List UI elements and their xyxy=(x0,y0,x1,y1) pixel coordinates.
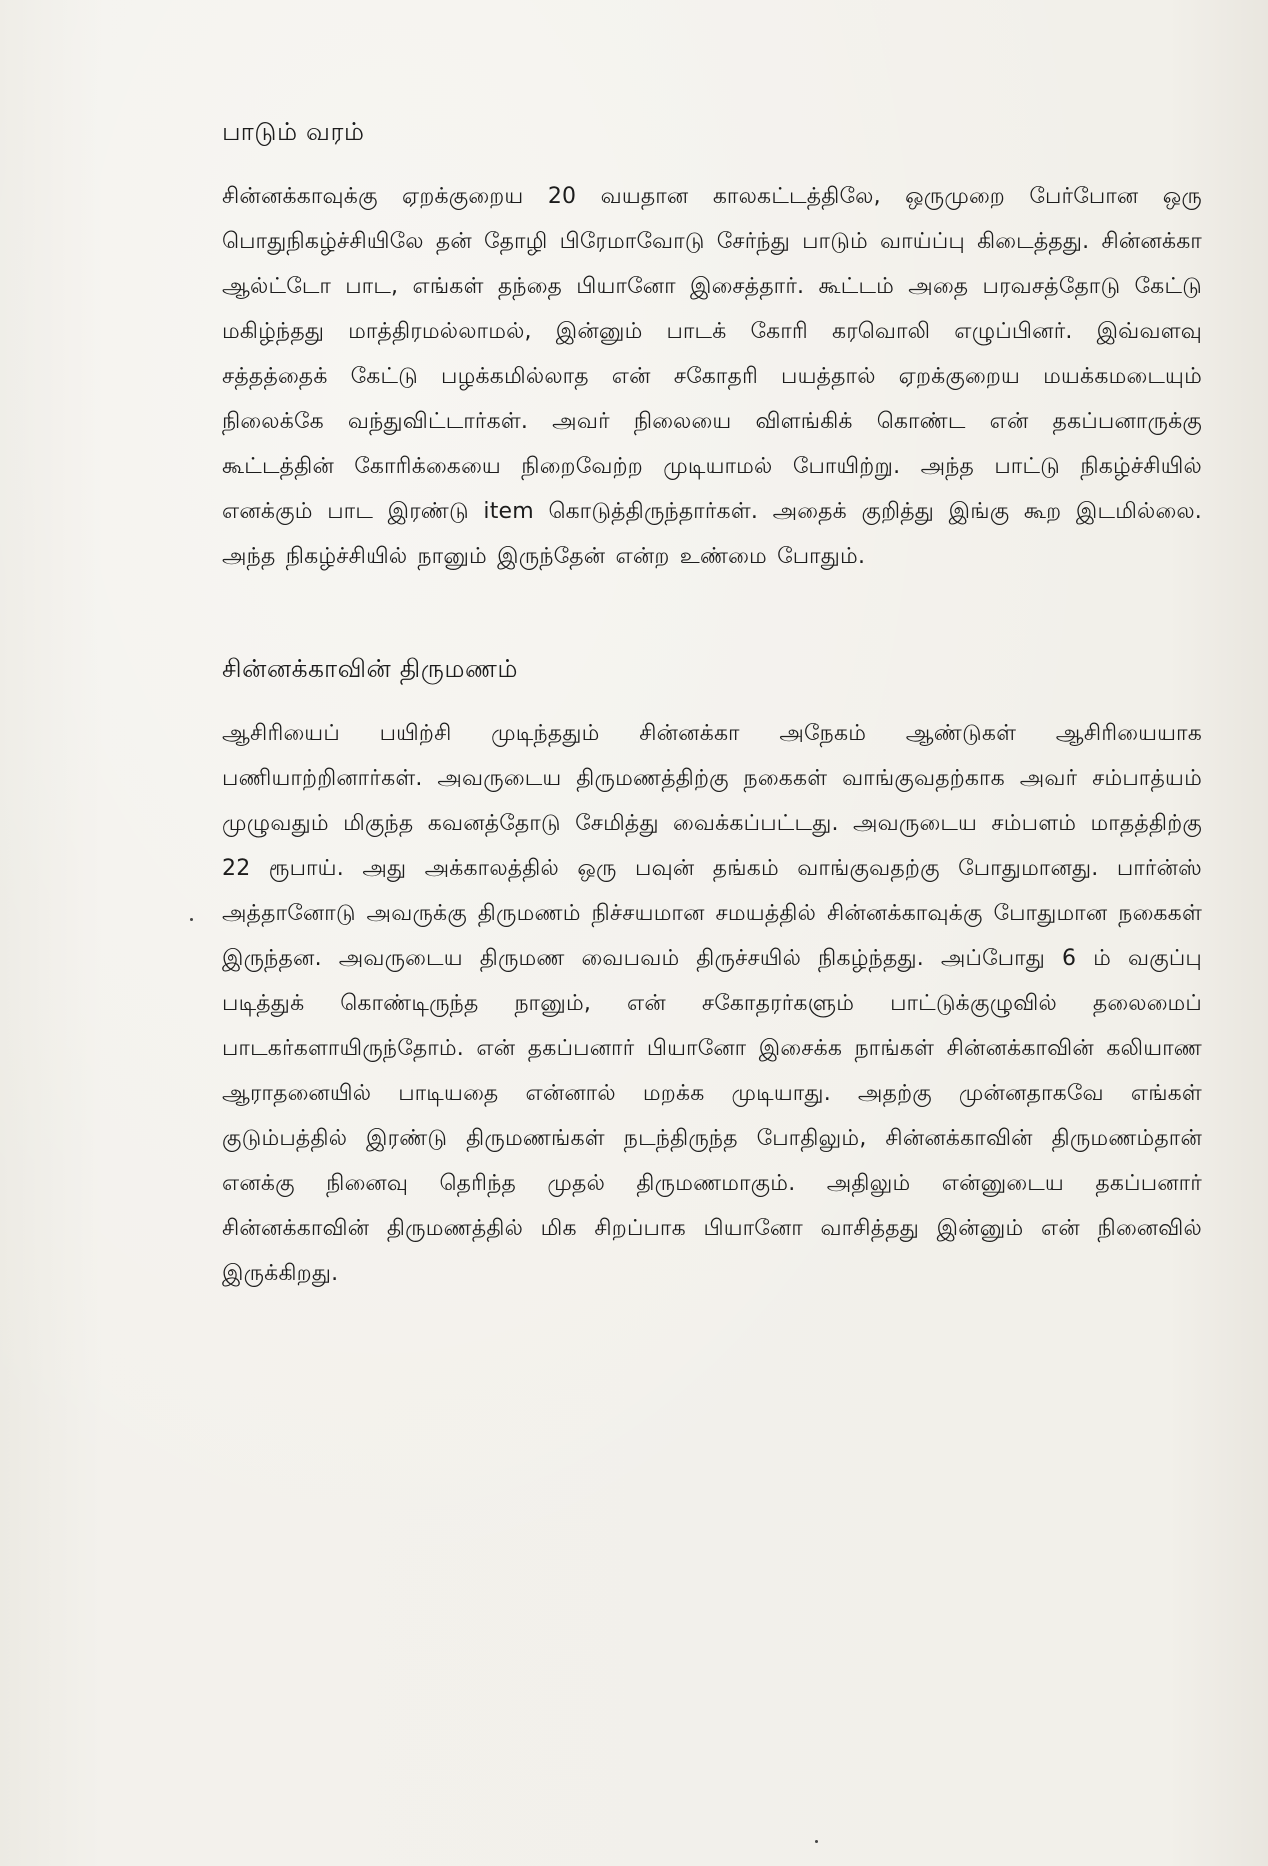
text-column xyxy=(222,112,1202,1296)
section-heading-chinnakka-thirumanam: சின்னக்காவின் திருமணம் xyxy=(222,654,518,683)
section-paragraph-paadum-varam: சின்னக்காவுக்கு ஏறக்குறைய 20 வயதான காலகட்டத்திலே, ஒருமுறை பேர்போன ஒரு பொதுநிகழ்ச்சியிலே தன் தோழி பிரேமாவோடு சேர்ந்து பாடும் வாய்ப்பு கிடைத்தது. சின்னக்கா ஆல்ட்டோ பாட, எங்கள் தந்தை பியானோ இசைத்தார். கூட்டம் அதை பரவசத்தோடு கேட்டு மகிழ்ந்தது மாத்திரமல்லாமல், இன்னும் பாடக் கோரி கரவொலி எழுப்பினர். இவ்வளவு சத்தத்தைக் கேட்டு பழக்கமில்லாத என் சகோதரி பயத்தால் ஏறக்குறைய மயக்கமடையும் நிலைக்கே வந்துவிட்டார்கள். அவர் நிலையை விளங்கிக் கொண்ட என் தகப்பனாருக்கு கூட்டத்தின் கோரிக்கையை நிறைவேற்ற முடியாமல் போயிற்று. அந்த பாட்டு நிகழ்ச்சியில் எனக்கும் பாட இரண்டு item கொடுத்திருந்தார்கள். அதைக் குறித்து இங்கு கூற இடமில்லை. அந்த நிகழ்ச்சியில் நானும் இருந்தேன் என்ற உண்மை போதும். xyxy=(222,184,1202,569)
paper-speck xyxy=(815,1840,818,1843)
section-paragraph-chinnakka-thirumanam: ஆசிரியைப் பயிற்சி முடிந்ததும் சின்னக்கா அநேகம் ஆண்டுகள் ஆசிரியையாக பணியாற்றினார்கள். அவருடைய திருமணத்திற்கு நகைகள் வாங்குவதற்காக அவர் சம்பாத்யம் முழுவதும் மிகுந்த கவனத்தோடு சேமித்து வைக்கப்பட்டது. அவருடைய சம்பளம் மாதத்திற்கு 22 ரூபாய். அது அக்காலத்தில் ஒரு பவுன் தங்கம் வாங்குவதற்கு போதுமானது. பார்ன்ஸ் அத்தானோடு அவருக்கு திருமணம் நிச்சயமான சமயத்தில் சின்னக்காவுக்கு போதுமான நகைகள் இருந்தன. அவருடைய திருமண வைபவம் திருச்சயில் நிகழ்ந்தது. அப்போது 6 ம் வகுப்பு படித்துக் கொண்டிருந்த நானும், என் சகோதரர்களும் பாட்டுக்குழுவில் தலைமைப் பாடகர்களாயிருந்தோம். என் தகப்பனார் பியானோ இசைக்க நாங்கள் சின்னக்காவின் கலியாண ஆராதனையில் பாடியதை என்னால் மறக்க முடியாது. அதற்கு முன்னதாகவே எங்கள் குடும்பத்தில் இரண்டு திருமணங்கள் நடந்திருந்த போதிலும், சின்னக்காவின் திருமணம்தான் எனக்கு நினைவு தெரிந்த முதல் திருமணமாகும். அதிலும் என்னுடைய தகப்பனார் சின்னக்காவின் திருமணத்தில் மிக சிறப்பாக பியானோ வாசித்தது இன்னும் என் நினைவில் இருக்கிறது. xyxy=(222,721,1202,1286)
paper-speck xyxy=(190,918,193,921)
section-heading-paadum-varam: பாடும் வரம் xyxy=(222,117,365,146)
